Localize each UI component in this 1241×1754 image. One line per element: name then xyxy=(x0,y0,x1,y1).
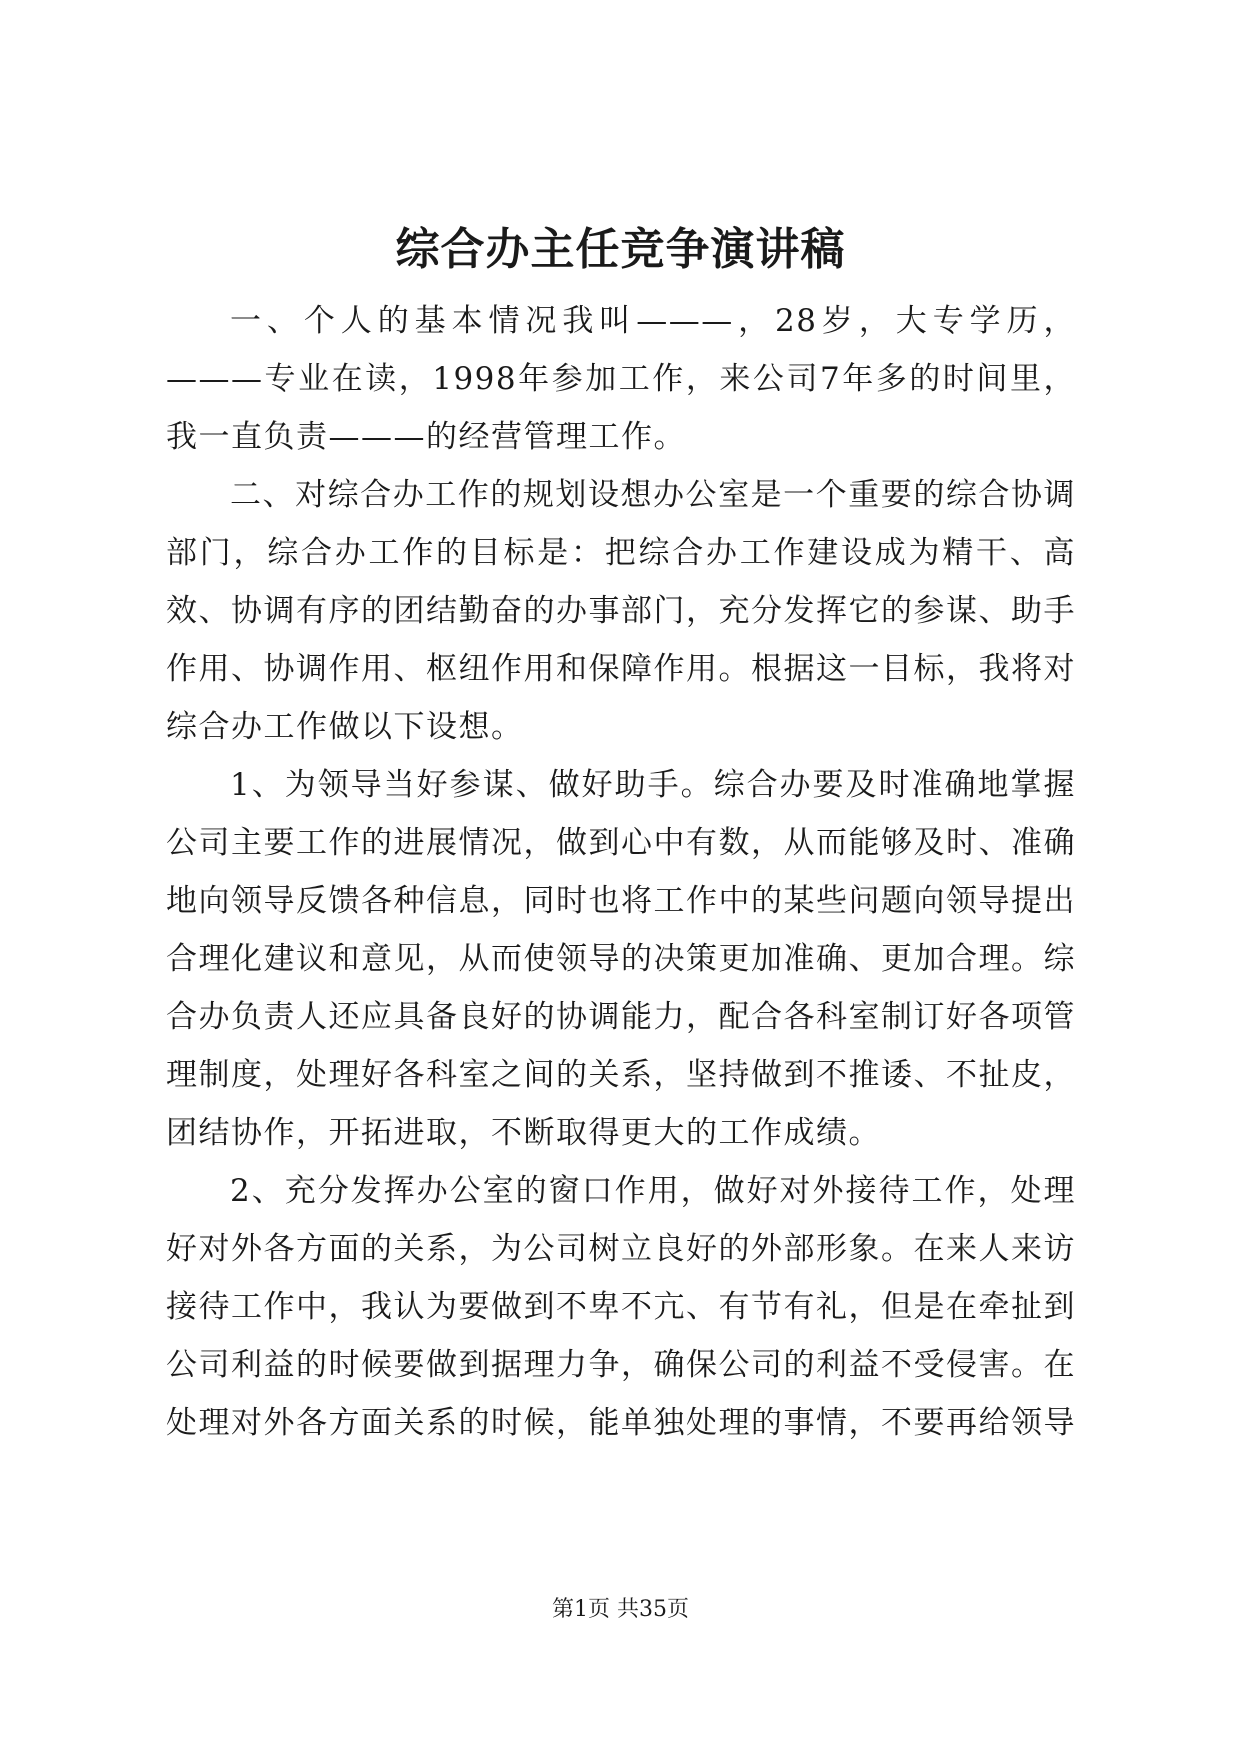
page-footer: 第1页 共35页 xyxy=(552,1597,689,1622)
paragraph-work-plan: 二、对综合办工作的规划设想办公室是一个重要的综合协调部门，综合办工作的目标是：把综合办工作建设成为精干、高效、协调有序的团结勤奋的办事部门，充分发挥它的参谋、助手作用、协调作用、枢纽作用和保障作用。根据这一目标，我将对综合办工作做以下设想。 xyxy=(166,477,1076,745)
paragraph-item-1: 1、为领导当好参谋、做好助手。综合办要及时准确地掌握公司主要工作的进展情况，做到心中有数，从而能够及时、准确地向领导反馈各种信息，同时也将工作中的某些问题向领导提出合理化建议和意见，从而使领导的决策更加准确、更加合理。综合办负责人还应具备良好的协调能力，配合各科室制订好各项管理制度，处理好各科室之间的关系，坚持做到不推诿、不扯皮，团结协作，开拓进取，不断取得更大的工作成绩。 xyxy=(166,767,1076,1151)
paragraph-item-2: 2、充分发挥办公室的窗口作用，做好对外接待工作，处理好对外各方面的关系，为公司树立良好的外部形象。在来人来访接待工作中，我认为要做到不卑不亢、有节有礼，但是在牵扯到公司利益的时候要做到据理力争，确保公司的利益不受侵害。在处理对外各方面关系的时候，能单独处理的事情，不要再给领导 xyxy=(166,1173,1076,1441)
document-title: 综合办主任竞争演讲稿 xyxy=(395,224,846,275)
document-body xyxy=(166,292,1076,1452)
paragraph-basic-info: 一、个人的基本情况我叫———，28岁，大专学历，———专业在读，1998年参加工作，来公司7年多的时间里，我一直负责———的经营管理工作。 xyxy=(166,303,1076,455)
